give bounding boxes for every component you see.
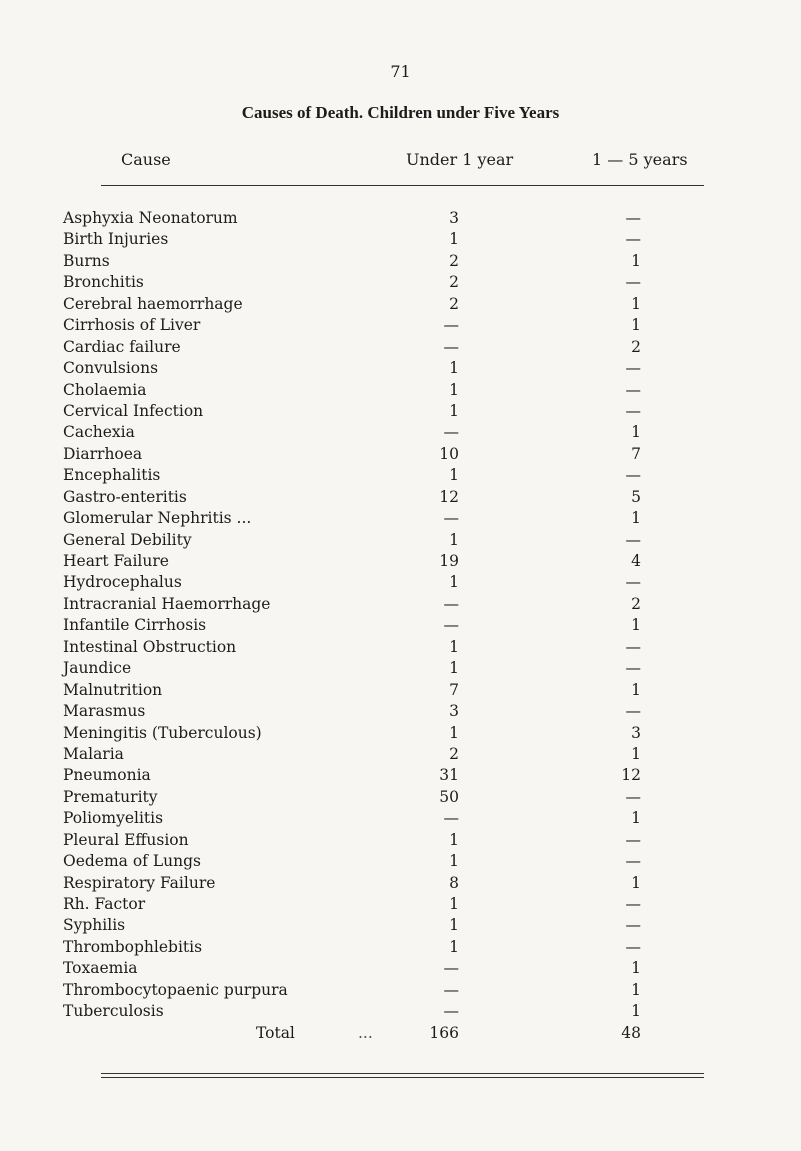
header-rule bbox=[101, 185, 704, 186]
table-row bbox=[0, 937, 801, 958]
table-row bbox=[0, 615, 801, 636]
under-1-year-cell: — bbox=[443, 594, 459, 613]
cause-cell: Toxaemia bbox=[63, 959, 138, 978]
one-to-five-years-cell: 1 bbox=[631, 509, 641, 528]
cause-cell: Cervical Infection bbox=[63, 401, 204, 420]
under-1-year-cell: — bbox=[443, 809, 459, 828]
one-to-five-years-cell: — bbox=[625, 659, 641, 678]
under-1-year-cell: 1 bbox=[449, 359, 459, 378]
table-row bbox=[0, 358, 801, 379]
column-header-under-1-year: Under 1 year bbox=[406, 150, 514, 169]
under-1-year-cell: — bbox=[443, 316, 459, 335]
cause-cell: Cirrhosis of Liver bbox=[63, 316, 201, 335]
under-1-year-cell: 1 bbox=[449, 466, 459, 485]
table-row bbox=[0, 272, 801, 293]
under-1-year-cell: — bbox=[443, 1002, 459, 1021]
cause-cell: Oedema of Lungs bbox=[63, 852, 201, 871]
causes-table bbox=[0, 208, 801, 1044]
cause-cell: Pneumonia bbox=[63, 766, 151, 785]
table-row bbox=[0, 744, 801, 765]
one-to-five-years-cell: 1 bbox=[631, 294, 641, 313]
under-1-year-cell: 1 bbox=[449, 895, 459, 913]
table-row bbox=[0, 401, 801, 422]
cause-cell: Thrombocytopaenic purpura bbox=[63, 980, 288, 999]
under-1-year-cell: 1 bbox=[449, 830, 459, 849]
under-1-year-cell: — bbox=[443, 337, 459, 356]
table-row bbox=[0, 873, 801, 894]
total-row bbox=[0, 1023, 801, 1044]
footer-rule-double bbox=[101, 1077, 704, 1078]
table-row bbox=[0, 808, 801, 829]
under-1-year-cell: 1 bbox=[449, 937, 459, 956]
table-row bbox=[0, 851, 801, 872]
one-to-five-years-cell: 2 bbox=[631, 594, 641, 613]
cause-cell: Asphyxia Neonatorum bbox=[63, 209, 238, 227]
footer-rule bbox=[101, 1073, 704, 1074]
cause-cell: Malnutrition bbox=[63, 680, 163, 699]
one-to-five-years-cell: — bbox=[625, 916, 641, 935]
total-leader-dots: ... bbox=[358, 1023, 373, 1042]
one-to-five-years-cell: 1 bbox=[631, 423, 641, 442]
under-1-year-cell: 1 bbox=[449, 230, 459, 249]
one-to-five-years-cell: 7 bbox=[631, 444, 641, 463]
one-to-five-years-cell: — bbox=[625, 787, 641, 806]
under-1-year-cell: 19 bbox=[439, 552, 459, 570]
cause-cell: Bronchitis bbox=[63, 273, 144, 292]
column-header-1-5-years: 1 — 5 years bbox=[592, 150, 688, 169]
one-to-five-years-cell: — bbox=[625, 702, 641, 721]
cause-cell: Cholaemia bbox=[63, 380, 147, 399]
under-1-year-cell: 31 bbox=[439, 766, 459, 785]
table-row bbox=[0, 551, 801, 572]
table-row bbox=[0, 787, 801, 808]
cause-cell: Respiratory Failure bbox=[63, 873, 216, 892]
under-1-year-cell: — bbox=[443, 959, 459, 978]
cause-cell: Cardiac failure bbox=[63, 337, 181, 356]
cause-cell: Burns bbox=[63, 251, 110, 270]
one-to-five-years-cell: 1 bbox=[631, 809, 641, 828]
table-row bbox=[0, 894, 801, 915]
one-to-five-years-cell: — bbox=[625, 380, 641, 399]
under-1-year-cell: 1 bbox=[449, 401, 459, 420]
table-title: Causes of Death. Children under Five Years bbox=[241, 103, 560, 122]
table-row bbox=[0, 915, 801, 936]
under-1-year-cell: 3 bbox=[449, 702, 459, 721]
total-label: Total bbox=[256, 1023, 295, 1042]
one-to-five-years-cell: 1 bbox=[631, 873, 641, 892]
table-row bbox=[0, 229, 801, 250]
cause-cell: Prematurity bbox=[63, 787, 158, 806]
one-to-five-years-cell: — bbox=[625, 230, 641, 249]
one-to-five-years-cell: — bbox=[625, 895, 641, 913]
under-1-year-cell: 1 bbox=[449, 659, 459, 678]
one-to-five-years-cell: 1 bbox=[631, 1002, 641, 1021]
cause-cell: Tuberculosis bbox=[63, 1002, 164, 1021]
one-to-five-years-cell: — bbox=[625, 359, 641, 378]
one-to-five-years-cell: 1 bbox=[631, 251, 641, 270]
under-1-year-cell: 3 bbox=[449, 209, 459, 227]
one-to-five-years-cell: — bbox=[625, 937, 641, 956]
table-row bbox=[0, 444, 801, 465]
cause-cell: General Debility bbox=[63, 530, 192, 549]
table-row bbox=[0, 723, 801, 744]
table-row bbox=[0, 958, 801, 979]
table-row bbox=[0, 315, 801, 336]
under-1-year-cell: 1 bbox=[449, 852, 459, 871]
cause-cell: Syphilis bbox=[63, 916, 126, 935]
cause-cell: Poliomyelitis bbox=[63, 809, 164, 828]
one-to-five-years-cell: 1 bbox=[631, 680, 641, 699]
cause-cell: Diarrhoea bbox=[63, 444, 143, 463]
table-row bbox=[0, 830, 801, 851]
under-1-year-cell: 1 bbox=[449, 573, 459, 592]
under-1-year-cell: — bbox=[443, 509, 459, 528]
one-to-five-years-cell: 1 bbox=[631, 316, 641, 335]
cause-cell: Gastro-enteritis bbox=[63, 487, 187, 506]
one-to-five-years-cell: 4 bbox=[631, 552, 641, 570]
table-row bbox=[0, 487, 801, 508]
table-row bbox=[0, 637, 801, 658]
one-to-five-years-cell: — bbox=[625, 637, 641, 656]
under-1-year-cell: 12 bbox=[439, 487, 459, 506]
cause-cell: Hydrocephalus bbox=[63, 573, 182, 592]
table-row bbox=[0, 765, 801, 786]
total-under-1-year: 166 bbox=[429, 1023, 459, 1042]
cause-cell: Encephalitis bbox=[63, 466, 161, 485]
under-1-year-cell: 7 bbox=[449, 680, 459, 699]
table-row bbox=[0, 380, 801, 401]
under-1-year-cell: 2 bbox=[449, 294, 459, 313]
table-row bbox=[0, 294, 801, 315]
table-row bbox=[0, 1001, 801, 1022]
cause-cell: Rh. Factor bbox=[63, 895, 146, 913]
under-1-year-cell: 1 bbox=[449, 916, 459, 935]
one-to-five-years-cell: 1 bbox=[631, 980, 641, 999]
cause-cell: Thrombophlebitis bbox=[63, 937, 203, 956]
under-1-year-cell: — bbox=[443, 980, 459, 999]
under-1-year-cell: 8 bbox=[449, 873, 459, 892]
table-row bbox=[0, 508, 801, 529]
cause-cell: Meningitis (Tuberculous) bbox=[63, 723, 262, 742]
one-to-five-years-cell: 12 bbox=[621, 766, 641, 785]
one-to-five-years-cell: — bbox=[625, 466, 641, 485]
cause-cell: Glomerular Nephritis ... bbox=[63, 509, 252, 528]
under-1-year-cell: 50 bbox=[439, 787, 459, 806]
table-row bbox=[0, 337, 801, 358]
one-to-five-years-cell: 5 bbox=[631, 487, 641, 506]
cause-cell: Intestinal Obstruction bbox=[63, 637, 237, 656]
one-to-five-years-cell: 1 bbox=[631, 744, 641, 763]
under-1-year-cell: — bbox=[443, 616, 459, 635]
total-one-to-five-years: 48 bbox=[621, 1023, 641, 1042]
under-1-year-cell: 2 bbox=[449, 251, 459, 270]
table-row bbox=[0, 251, 801, 272]
cause-cell: Convulsions bbox=[63, 359, 159, 378]
cause-cell: Marasmus bbox=[63, 702, 146, 721]
table-row bbox=[0, 594, 801, 615]
under-1-year-cell: 1 bbox=[449, 637, 459, 656]
one-to-five-years-cell: — bbox=[625, 530, 641, 549]
under-1-year-cell: 1 bbox=[449, 530, 459, 549]
one-to-five-years-cell: 1 bbox=[631, 959, 641, 978]
under-1-year-cell: 1 bbox=[449, 380, 459, 399]
cause-cell: Infantile Cirrhosis bbox=[63, 616, 207, 635]
table-row bbox=[0, 208, 801, 229]
under-1-year-cell: 10 bbox=[439, 444, 459, 463]
one-to-five-years-cell: — bbox=[625, 852, 641, 871]
cause-cell: Cachexia bbox=[63, 423, 135, 442]
one-to-five-years-cell: 3 bbox=[631, 723, 641, 742]
under-1-year-cell: — bbox=[443, 423, 459, 442]
cause-cell: Birth Injuries bbox=[63, 230, 169, 249]
table-row bbox=[0, 658, 801, 679]
cause-cell: Cerebral haemorrhage bbox=[63, 294, 243, 313]
under-1-year-cell: 2 bbox=[449, 273, 459, 292]
one-to-five-years-cell: 1 bbox=[631, 616, 641, 635]
table-row bbox=[0, 422, 801, 443]
cause-cell: Heart Failure bbox=[63, 552, 169, 570]
one-to-five-years-cell: — bbox=[625, 573, 641, 592]
table-row bbox=[0, 530, 801, 551]
one-to-five-years-cell: — bbox=[625, 830, 641, 849]
under-1-year-cell: 2 bbox=[449, 744, 459, 763]
cause-cell: Jaundice bbox=[63, 659, 132, 678]
table-row bbox=[0, 465, 801, 486]
one-to-five-years-cell: 2 bbox=[631, 337, 641, 356]
page-number: 71 bbox=[390, 62, 411, 81]
cause-cell: Intracranial Haemorrhage bbox=[63, 594, 271, 613]
one-to-five-years-cell: — bbox=[625, 401, 641, 420]
table-row bbox=[0, 680, 801, 701]
one-to-five-years-cell: — bbox=[625, 273, 641, 292]
under-1-year-cell: 1 bbox=[449, 723, 459, 742]
cause-cell: Pleural Effusion bbox=[63, 830, 189, 849]
table-row bbox=[0, 980, 801, 1001]
table-row bbox=[0, 701, 801, 722]
cause-cell: Malaria bbox=[63, 744, 124, 763]
one-to-five-years-cell: — bbox=[625, 209, 641, 227]
column-header-cause: Cause bbox=[121, 150, 171, 169]
table-row bbox=[0, 572, 801, 593]
